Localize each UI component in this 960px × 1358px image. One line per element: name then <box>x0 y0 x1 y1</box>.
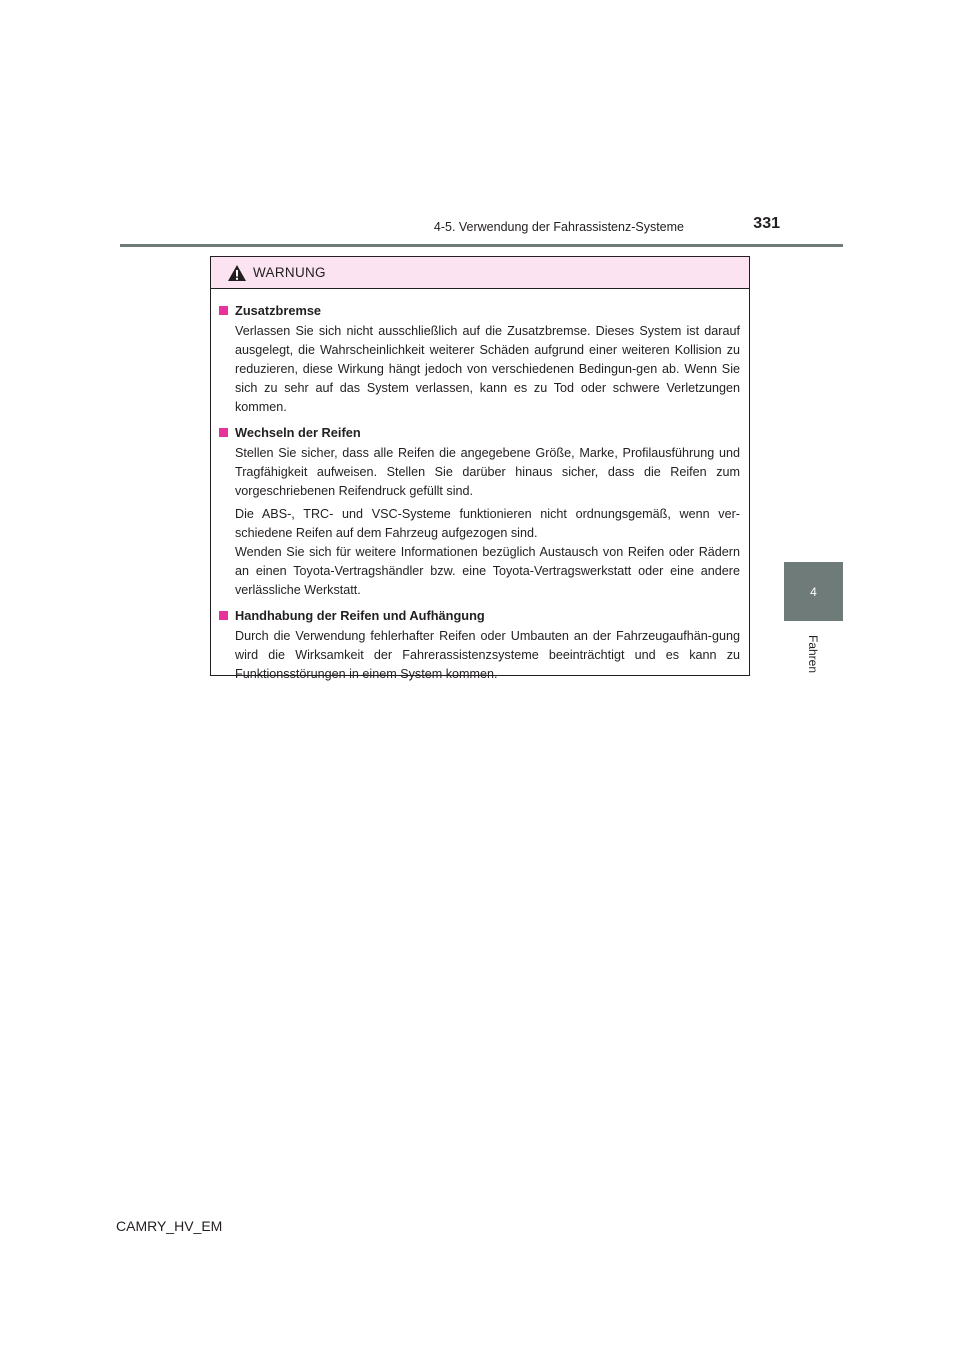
section-title: 4-5. Verwendung der Fahrassistenz-Systeme <box>433 220 684 234</box>
warning-body <box>211 289 749 684</box>
section-heading <box>219 606 740 625</box>
section-heading <box>219 423 740 442</box>
warning-header <box>211 257 749 289</box>
square-bullet-icon <box>219 306 228 315</box>
section-heading-text: Wechseln der Reifen <box>235 425 361 440</box>
square-bullet-icon <box>219 611 228 620</box>
chapter-label-text: Fahren <box>806 634 821 674</box>
warning-title: WARNUNG <box>253 265 326 280</box>
chapter-label <box>784 624 843 684</box>
section-heading <box>219 301 740 320</box>
square-bullet-icon <box>219 428 228 437</box>
header-rule <box>120 244 843 247</box>
warning-box <box>210 256 750 681</box>
paragraph: Durch die Verwendung fehlerhafter Reifen oder Umbauten an der Fahrzeugaufhän-gung wird die Wirksamkeit der Fahrerassistenzsysteme beeinträchtigt und es kann zu Funktionsstörungen in einem System kommen. <box>235 629 740 681</box>
paragraph: Stellen Sie sicher, dass alle Reifen die angegebene Größe, Marke, Profilausführung und Tragfähigkeit aufweisen. Stellen Sie darüber hinaus sicher, dass die Reifen zum vorgeschriebenen Reifendruck gefüllt sind. <box>235 446 740 498</box>
chapter-number: 4 <box>810 584 817 599</box>
chapter-tab[interactable] <box>784 562 843 621</box>
warning-section-reifen <box>219 423 740 600</box>
model-code: CAMRY_HV_EM <box>116 1218 223 1234</box>
page-number: 331 <box>753 215 780 232</box>
paragraph: Wenden Sie sich für weitere Informationen bezüglich Austausch von Reifen oder Rädern an einen Toyota-Vertragshändler bzw. eine Toyota-Vertragswerkstatt oder eine andere verlässliche Werkstatt. <box>235 545 740 597</box>
warning-triangle-icon <box>227 264 247 282</box>
warning-section-aufhaengung <box>219 606 740 684</box>
section-heading-text: Handhabung der Reifen und Aufhängung <box>235 608 485 623</box>
paragraph: Die ABS-, TRC- und VSC-Systeme funktionieren nicht ordnungsgemäß, wenn ver-schiedene Reifen auf dem Fahrzeug aufgezogen sind. <box>235 507 740 540</box>
warning-section-zusatzbremse <box>219 301 740 417</box>
section-heading-text: Zusatzbremse <box>235 303 322 318</box>
paragraph: Verlassen Sie sich nicht ausschließlich auf die Zusatzbremse. Dieses System ist darauf ausgelegt, die Wahrscheinlichkeit weiterer Schäden aufgrund einer weiteren Kollision zu reduzieren, diese Wirkung hängt jedoch von verschiedenen Bedingun-gen ab. Wenn Sie sich zu sehr auf das System verlassen, kann es zu Tod oder schwere Verletzungen kommen. <box>235 324 740 414</box>
